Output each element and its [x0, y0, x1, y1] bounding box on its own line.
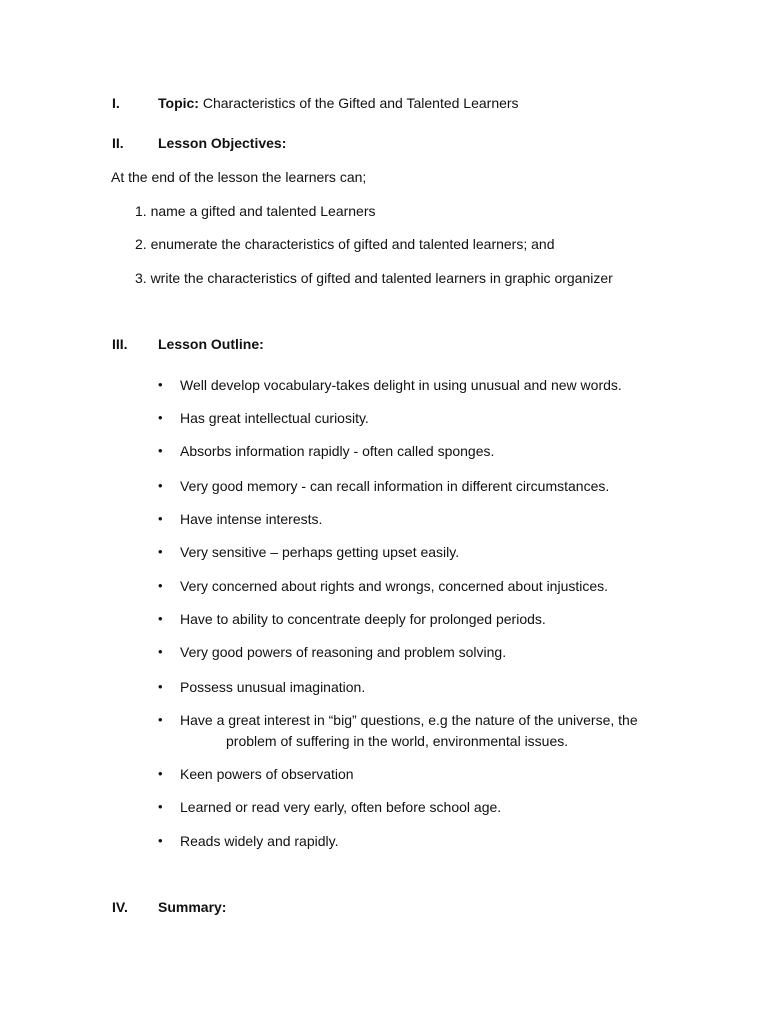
outline-bullet: Keen powers of observation	[180, 766, 354, 782]
objectives-intro: At the end of the lesson the learners can;	[111, 169, 367, 185]
objective-item: 1. name a gifted and talented Learners	[135, 203, 376, 219]
bullet-dot: •	[158, 611, 163, 626]
bullet-dot: •	[158, 443, 163, 458]
outline-bullet: Absorbs information rapidly - often called sponges.	[180, 443, 495, 459]
bullet-dot: •	[158, 478, 163, 493]
bullet-dot: •	[158, 799, 163, 814]
objectives-heading: Lesson Objectives:	[158, 135, 287, 151]
bullet-dot: •	[158, 679, 163, 694]
outline-bullet: Learned or read very early, often before school age.	[180, 799, 502, 815]
bullet-dot: •	[158, 377, 163, 392]
outline-bullet: Very good memory - can recall information in different circumstances.	[180, 478, 610, 494]
objectives-numeral: II.	[112, 135, 124, 151]
bullet-dot: •	[158, 644, 163, 659]
objective-item: 2. enumerate the characteristics of gifted and talented learners; and	[135, 236, 555, 252]
outline-bullet: Possess unusual imagination.	[180, 679, 366, 695]
outline-bullet: Reads widely and rapidly.	[180, 833, 339, 849]
outline-bullet: Well develop vocabulary-takes delight in using unusual and new words.	[180, 377, 622, 393]
summary-numeral: IV.	[112, 899, 128, 915]
bullet-dot: •	[158, 511, 163, 526]
bullet-dot: •	[158, 544, 163, 559]
topic-line	[158, 94, 519, 112]
outline-bullet: Very concerned about rights and wrongs, concerned about injustices.	[180, 578, 609, 594]
bullet-dot: •	[158, 833, 163, 848]
outline-bullet: Have intense interests.	[180, 511, 323, 527]
outline-heading: Lesson Outline:	[158, 336, 264, 352]
topic-text: Characteristics of the Gifted and Talented Learners	[202, 95, 519, 111]
bullet-dot: •	[158, 712, 163, 727]
bullet-dot: •	[158, 578, 163, 593]
outline-bullet: Have a great interest in “big” questions, e.g the nature of the universe, the	[180, 712, 638, 728]
outline-bullet: Very sensitive – perhaps getting upset easily.	[180, 544, 460, 560]
topic-numeral: I.	[112, 95, 120, 111]
summary-heading: Summary:	[158, 899, 227, 915]
outline-numeral: III.	[112, 336, 128, 352]
bullet-dot: •	[158, 766, 163, 781]
outline-bullet: Have to ability to concentrate deeply for prolonged periods.	[180, 611, 546, 627]
objective-item: 3. write the characteristics of gifted and talented learners in graphic organizer	[135, 270, 613, 286]
outline-bullet: Has great intellectual curiosity.	[180, 410, 369, 426]
topic-label: Topic:	[158, 95, 199, 111]
outline-bullet-continuation: problem of suffering in the world, environmental issues.	[226, 733, 569, 749]
outline-bullet: Very good powers of reasoning and problem solving.	[180, 644, 507, 660]
bullet-dot: •	[158, 410, 163, 425]
